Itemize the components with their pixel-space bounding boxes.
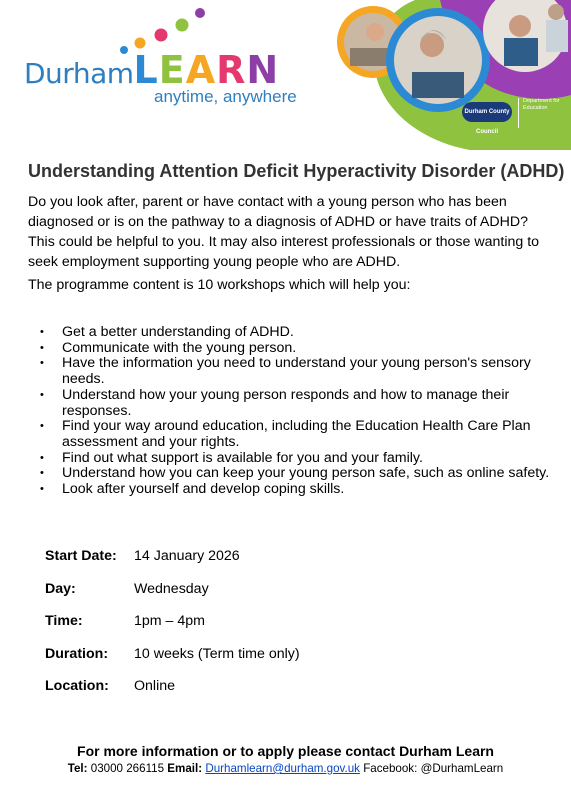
facebook-handle: @DurhamLearn xyxy=(420,762,504,775)
day-row xyxy=(45,581,525,614)
list-item: • Find out what support is available for you and your family. xyxy=(28,451,558,467)
duration-label: Duration: xyxy=(45,645,109,662)
course-details xyxy=(45,548,525,711)
programme-lead-text: The programme content is 10 workshops which will help you: xyxy=(28,277,411,293)
facebook-label: Facebook: xyxy=(363,762,418,775)
contact-heading: For more information or to apply please contact Durham Learn xyxy=(77,743,494,759)
list-item: • Understand how you can keep your young person safe, such as online safety. xyxy=(28,466,558,482)
list-item: • Find your way around education, including the Education Health Care Plan assessment and your rights. xyxy=(28,419,558,450)
list-item: • Have the information you need to understand your young person's sensory needs. xyxy=(28,356,558,387)
day-label: Day: xyxy=(45,580,76,597)
durham-learn-logo xyxy=(24,6,324,106)
time-label: Time: xyxy=(45,613,83,629)
duration-value: 10 weeks (Term time only) xyxy=(134,645,300,662)
list-item: • Get a better understanding of ADHD. xyxy=(28,325,558,341)
intro-paragraph: Do you look after, parent or have contact with a young person who has been diagnosed or is on the pathway to a diagnosis of ADHD or have traits of ADHD? This could be helpful to you. It may also interest professionals or those wanting to seek employment supporting young people who are ADHD. xyxy=(28,194,540,270)
logo-learn-text: LEARN xyxy=(133,48,280,92)
location-row xyxy=(45,678,525,711)
location-value: Online xyxy=(134,678,176,694)
list-item: • Understand how your young person responds and how to manage their responses. xyxy=(28,388,558,419)
logo-wordmark xyxy=(24,48,279,92)
contact-details xyxy=(0,762,571,775)
durham-county-council-logo: Durham County Council xyxy=(462,102,512,122)
list-item: • Communicate with the young person. xyxy=(28,341,558,357)
time-value: 1pm – 4pm xyxy=(134,613,205,629)
list-item: • Look after yourself and develop coping skills. xyxy=(28,482,558,498)
header xyxy=(0,0,571,150)
tel-number: 03000 266115 xyxy=(90,762,165,775)
duration-row xyxy=(45,646,525,679)
location-label: Location: xyxy=(45,678,109,694)
day-value: Wednesday xyxy=(134,580,209,597)
email-link[interactable]: Durhamlearn@durham.gov.uk xyxy=(205,762,360,775)
page-title: Understanding Attention Deficit Hyperactivity Disorder (ADHD) xyxy=(28,161,565,181)
partner-logos xyxy=(462,98,562,135)
start-date-row xyxy=(45,548,525,581)
start-date-label: Start Date: xyxy=(45,548,117,564)
time-row xyxy=(45,613,525,646)
logo-durham-text: Durham xyxy=(24,57,134,90)
logo-tagline: anytime, anywhere xyxy=(154,87,297,106)
start-date-value: 14 January 2026 xyxy=(134,548,240,564)
email-label: Email: xyxy=(167,762,203,775)
department-for-education-logo: Department for Education xyxy=(518,98,562,128)
tel-label: Tel: xyxy=(67,762,88,775)
workshop-list xyxy=(28,325,558,498)
